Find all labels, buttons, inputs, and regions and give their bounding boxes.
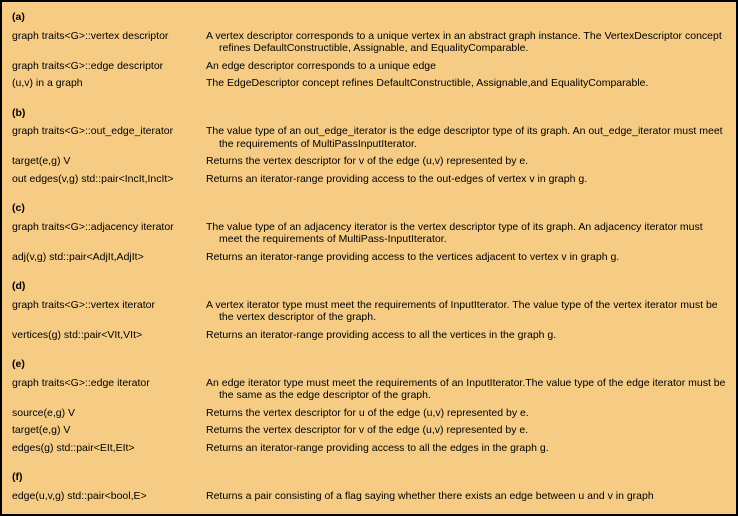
table-row (12, 77, 726, 90)
term-cell: graph traits<G>::adjacency iterator (12, 220, 174, 233)
table-row (12, 221, 726, 246)
term-cell: graph traits<G>::edge descriptor (12, 59, 164, 72)
table-row (12, 125, 726, 150)
table-row (12, 60, 726, 73)
description-cell: Returns the vertex descriptor for u of the edge (u,v) represented by e. (206, 406, 529, 419)
term-cell: adj(v,g) std::pair<AdjIt,AdjIt> (12, 250, 144, 263)
term-cell: graph traits<G>::edge iterator (12, 376, 150, 389)
term-cell: edge(u,v,g) std::pair<bool,E> (12, 489, 147, 502)
description-cell: Returns an iterator-range providing access to the out-edges of vertex v in graph g. (206, 172, 588, 185)
table-row (12, 251, 726, 264)
description-cell: Returns an iterator-range providing access to all the vertices in the graph g. (206, 328, 557, 341)
table-row (12, 155, 726, 168)
section (12, 202, 726, 263)
section-rows (12, 490, 726, 503)
description-cell: The EdgeDescriptor concept refines DefaultConstructible, Assignable,and EqualityComparable. (206, 77, 649, 89)
section (12, 107, 726, 186)
term-cell: graph traits<G>::vertex descriptor (12, 29, 169, 42)
description-cell: The value type of an adjacency iterator is the vertex descriptor type of its graph. An adjacency iterator must meet the requirements of MultiPass-InputIterator. (206, 220, 703, 245)
description-cell: A vertex iterator type must meet the requirements of InputIterator. The value type of the vertex iterator must be the vertex descriptor of the graph. (206, 298, 718, 323)
section-rows (12, 30, 726, 90)
section-label: (f) (12, 471, 23, 483)
description-cell: The value type of an out_edge_iterator is the edge descriptor type of its graph. An out_edge_iterator must meet the requirements of MultiPassInputIterator. (206, 125, 723, 150)
description-cell: Returns an iterator-range providing access to all the edges in the graph g. (206, 441, 549, 454)
section-label: (c) (12, 202, 25, 214)
term-cell: graph traits<G>::out_edge_iterator (12, 125, 174, 137)
table-row (12, 424, 726, 437)
term-cell: target(e,g) V (12, 424, 71, 436)
table-row (12, 377, 726, 402)
section (12, 11, 726, 90)
description-cell: Returns the vertex descriptor for v of the edge (u,v) represented by e. (206, 155, 529, 167)
term-cell: source(e,g) V (12, 406, 76, 419)
section-rows (12, 299, 726, 342)
term-cell: out edges(v,g) std::pair<IncIt,IncIt> (12, 172, 174, 185)
term-cell: edges(g) std::pair<EIt,EIt> (12, 441, 135, 454)
section (12, 358, 726, 454)
term-cell: target(e,g) V (12, 155, 71, 167)
description-cell: Returns an iterator-range providing access to the vertices adjacent to vertex v in graph g. (206, 250, 620, 263)
description-cell: Returns a pair consisting of a flag saying whether there exists an edge between u and v in graph (206, 489, 654, 502)
section-rows (12, 377, 726, 455)
table-row (12, 407, 726, 420)
table-row (12, 30, 726, 55)
sections-container (12, 11, 726, 502)
table-row (12, 173, 726, 186)
section-label: (b) (12, 106, 26, 119)
table-row (12, 299, 726, 324)
section-label: (d) (12, 280, 26, 292)
description-cell: An edge descriptor corresponds to a unique edge (206, 59, 436, 72)
description-cell: A vertex descriptor corresponds to a unique vertex in an abstract graph instance. The VertexDescriptor concept refines DefaultConstructible, Assignable, and EqualityComparable. (206, 29, 722, 54)
description-cell: Returns the vertex descriptor for v of the edge (u,v) represented by e. (206, 424, 529, 436)
table-row (12, 329, 726, 342)
section (12, 280, 726, 341)
section-label: (a) (12, 11, 25, 23)
section-rows (12, 221, 726, 264)
term-cell: vertices(g) std::pair<VIt,VIt> (12, 328, 143, 341)
section-label: (e) (12, 358, 25, 370)
table-row (12, 490, 726, 503)
section (12, 471, 726, 502)
description-cell: An edge iterator type must meet the requirements of an InputIterator.The value type of the edge iterator must be the same as the edge descriptor of the graph. (206, 376, 726, 401)
term-cell: graph traits<G>::vertex iterator (12, 298, 155, 311)
table-row (12, 442, 726, 455)
term-cell: (u,v) in a graph (12, 77, 83, 89)
section-rows (12, 125, 726, 185)
